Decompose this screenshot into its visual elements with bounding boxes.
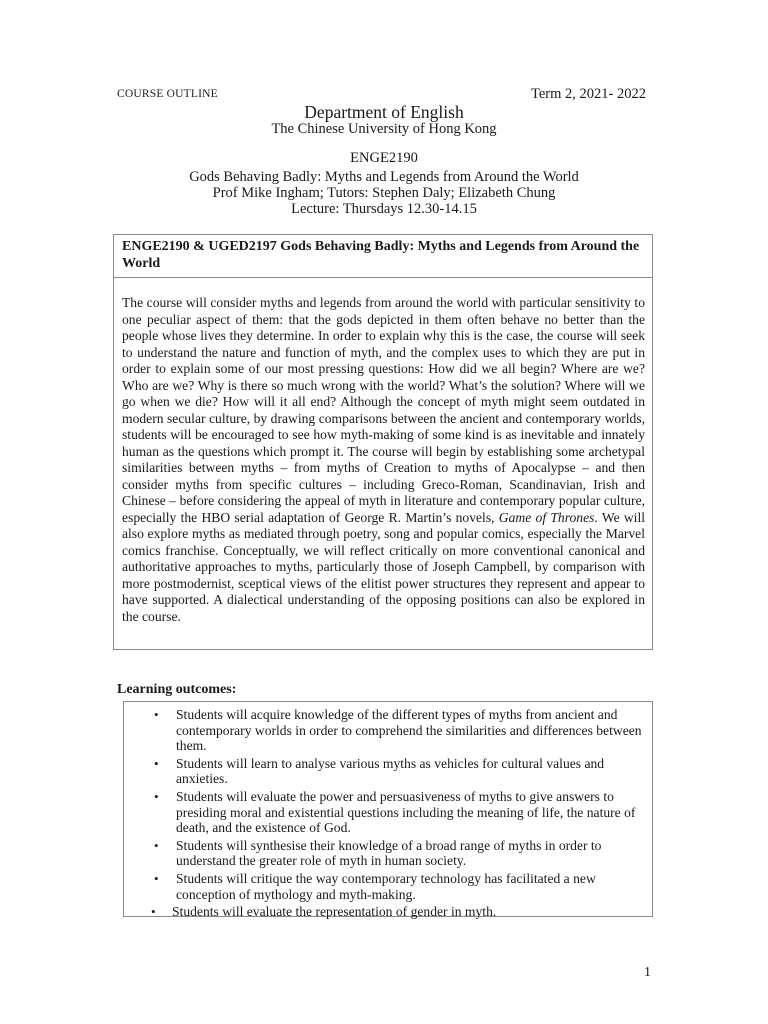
lecture-time: Lecture: Thursdays 12.30-14.15 [291, 201, 477, 217]
university-name: The Chinese University of Hong Kong [271, 121, 497, 137]
bullet-icon: • [154, 755, 159, 771]
list-item [124, 904, 644, 920]
list-item [124, 756, 644, 787]
list-item [124, 789, 644, 836]
learning-outcomes-box [123, 701, 653, 920]
bullet-icon: • [154, 707, 159, 722]
term-label: Term 2, 2021- 2022 [531, 86, 646, 102]
list-item [124, 707, 644, 754]
description-italic-title: Game of Thrones [498, 509, 595, 525]
course-outline-label: COURSE OUTLINE [117, 88, 218, 100]
learning-outcomes-list [124, 702, 652, 920]
department-title: Department of English [304, 102, 464, 122]
course-code: ENGE2190 [350, 150, 418, 166]
bullet-icon: • [154, 788, 159, 804]
learning-outcome-text: Students will acquire knowledge of the different types of myths from ancient and contemporary worlds in order to comprehend the similarities and differences between them. [176, 707, 642, 754]
learning-outcome-text: Students will critique the way contemporary technology has facilitated a new conception of mythology and myth-making. [176, 870, 596, 902]
learning-outcome-text: Students will learn to analyse various myths as vehicles for cultural values and anxieties. [176, 755, 605, 787]
page-number: 1 [644, 965, 651, 980]
bullet-icon: • [151, 904, 156, 920]
description-text-part-2: . We will also explore myths as mediated through poetry, song and popular comics, especially the Marvel comics franchise. Conceptually, we will reflect critically on more conventional canonical and authoritative approaches to myths, particularly those of Joseph Campbell, by comparison with more postmodernist, sceptical views of the elitist power structures they represent and appear to have supported. A dialectical understanding of the opposing positions can also be explored in the course. [122, 509, 646, 624]
course-description-box [113, 234, 653, 650]
list-item [124, 871, 644, 902]
course-title: Gods Behaving Badly: Myths and Legends from Around the World [189, 169, 579, 185]
course-description-body [114, 278, 652, 625]
bullet-icon: • [154, 870, 159, 886]
course-staff: Prof Mike Ingham; Tutors: Stephen Daly; Elizabeth Chung [212, 185, 556, 201]
learning-outcome-text: Students will synthesise their knowledge of a broad range of myths in order to understand the greater role of myth in human society. [176, 837, 602, 869]
course-description-title: ENGE2190 & UGED2197 Gods Behaving Badly: Myths and Legends from Around the World [114, 235, 652, 278]
learning-outcome-text: Students will evaluate the power and persuasiveness of myths to give answers to presiding moral and existential questions including the meaning of life, the nature of death, and the existence of God. [176, 788, 636, 836]
bullet-icon: • [154, 837, 159, 853]
description-text-part-1: The course will consider myths and legends from around the world with particular sensitivity to one peculiar aspect of them: that the gods depicted in them often behave no better than the people whose lives they determine. In order to explain why this is the case, the course will seek to understand the nature and function of myth, and the complex uses to which they are put in order to explain some of our most pressing questions: How did we all begin? Where are we? Who are we? Why is there so much wrong with the world? What’s the solution? Where will we go when we die? How will it all end? Although the concept of myth might seem outdated in modern secular culture, by drawing comparisons between the ancient and contemporary worlds, students will be encouraged to see how myth-making of some kind is as inevitable and innately human as the questions which prompt it. The course will begin by establishing some archetypal similarities between myths – from myths of Creation to myths of Apocalypse – and then consider myths from specific cultures – including Greco-Roman, Scandinavian, Irish and Chinese – before considering the appeal of myth in literature and contemporary popular culture, especially the HBO serial adaptation of George R. Martin’s novels, [122, 295, 645, 525]
list-item [124, 838, 644, 869]
learning-outcome-text: Students will evaluate the representation of gender in myth. [172, 904, 497, 920]
learning-outcomes-heading: Learning outcomes: [117, 682, 237, 697]
